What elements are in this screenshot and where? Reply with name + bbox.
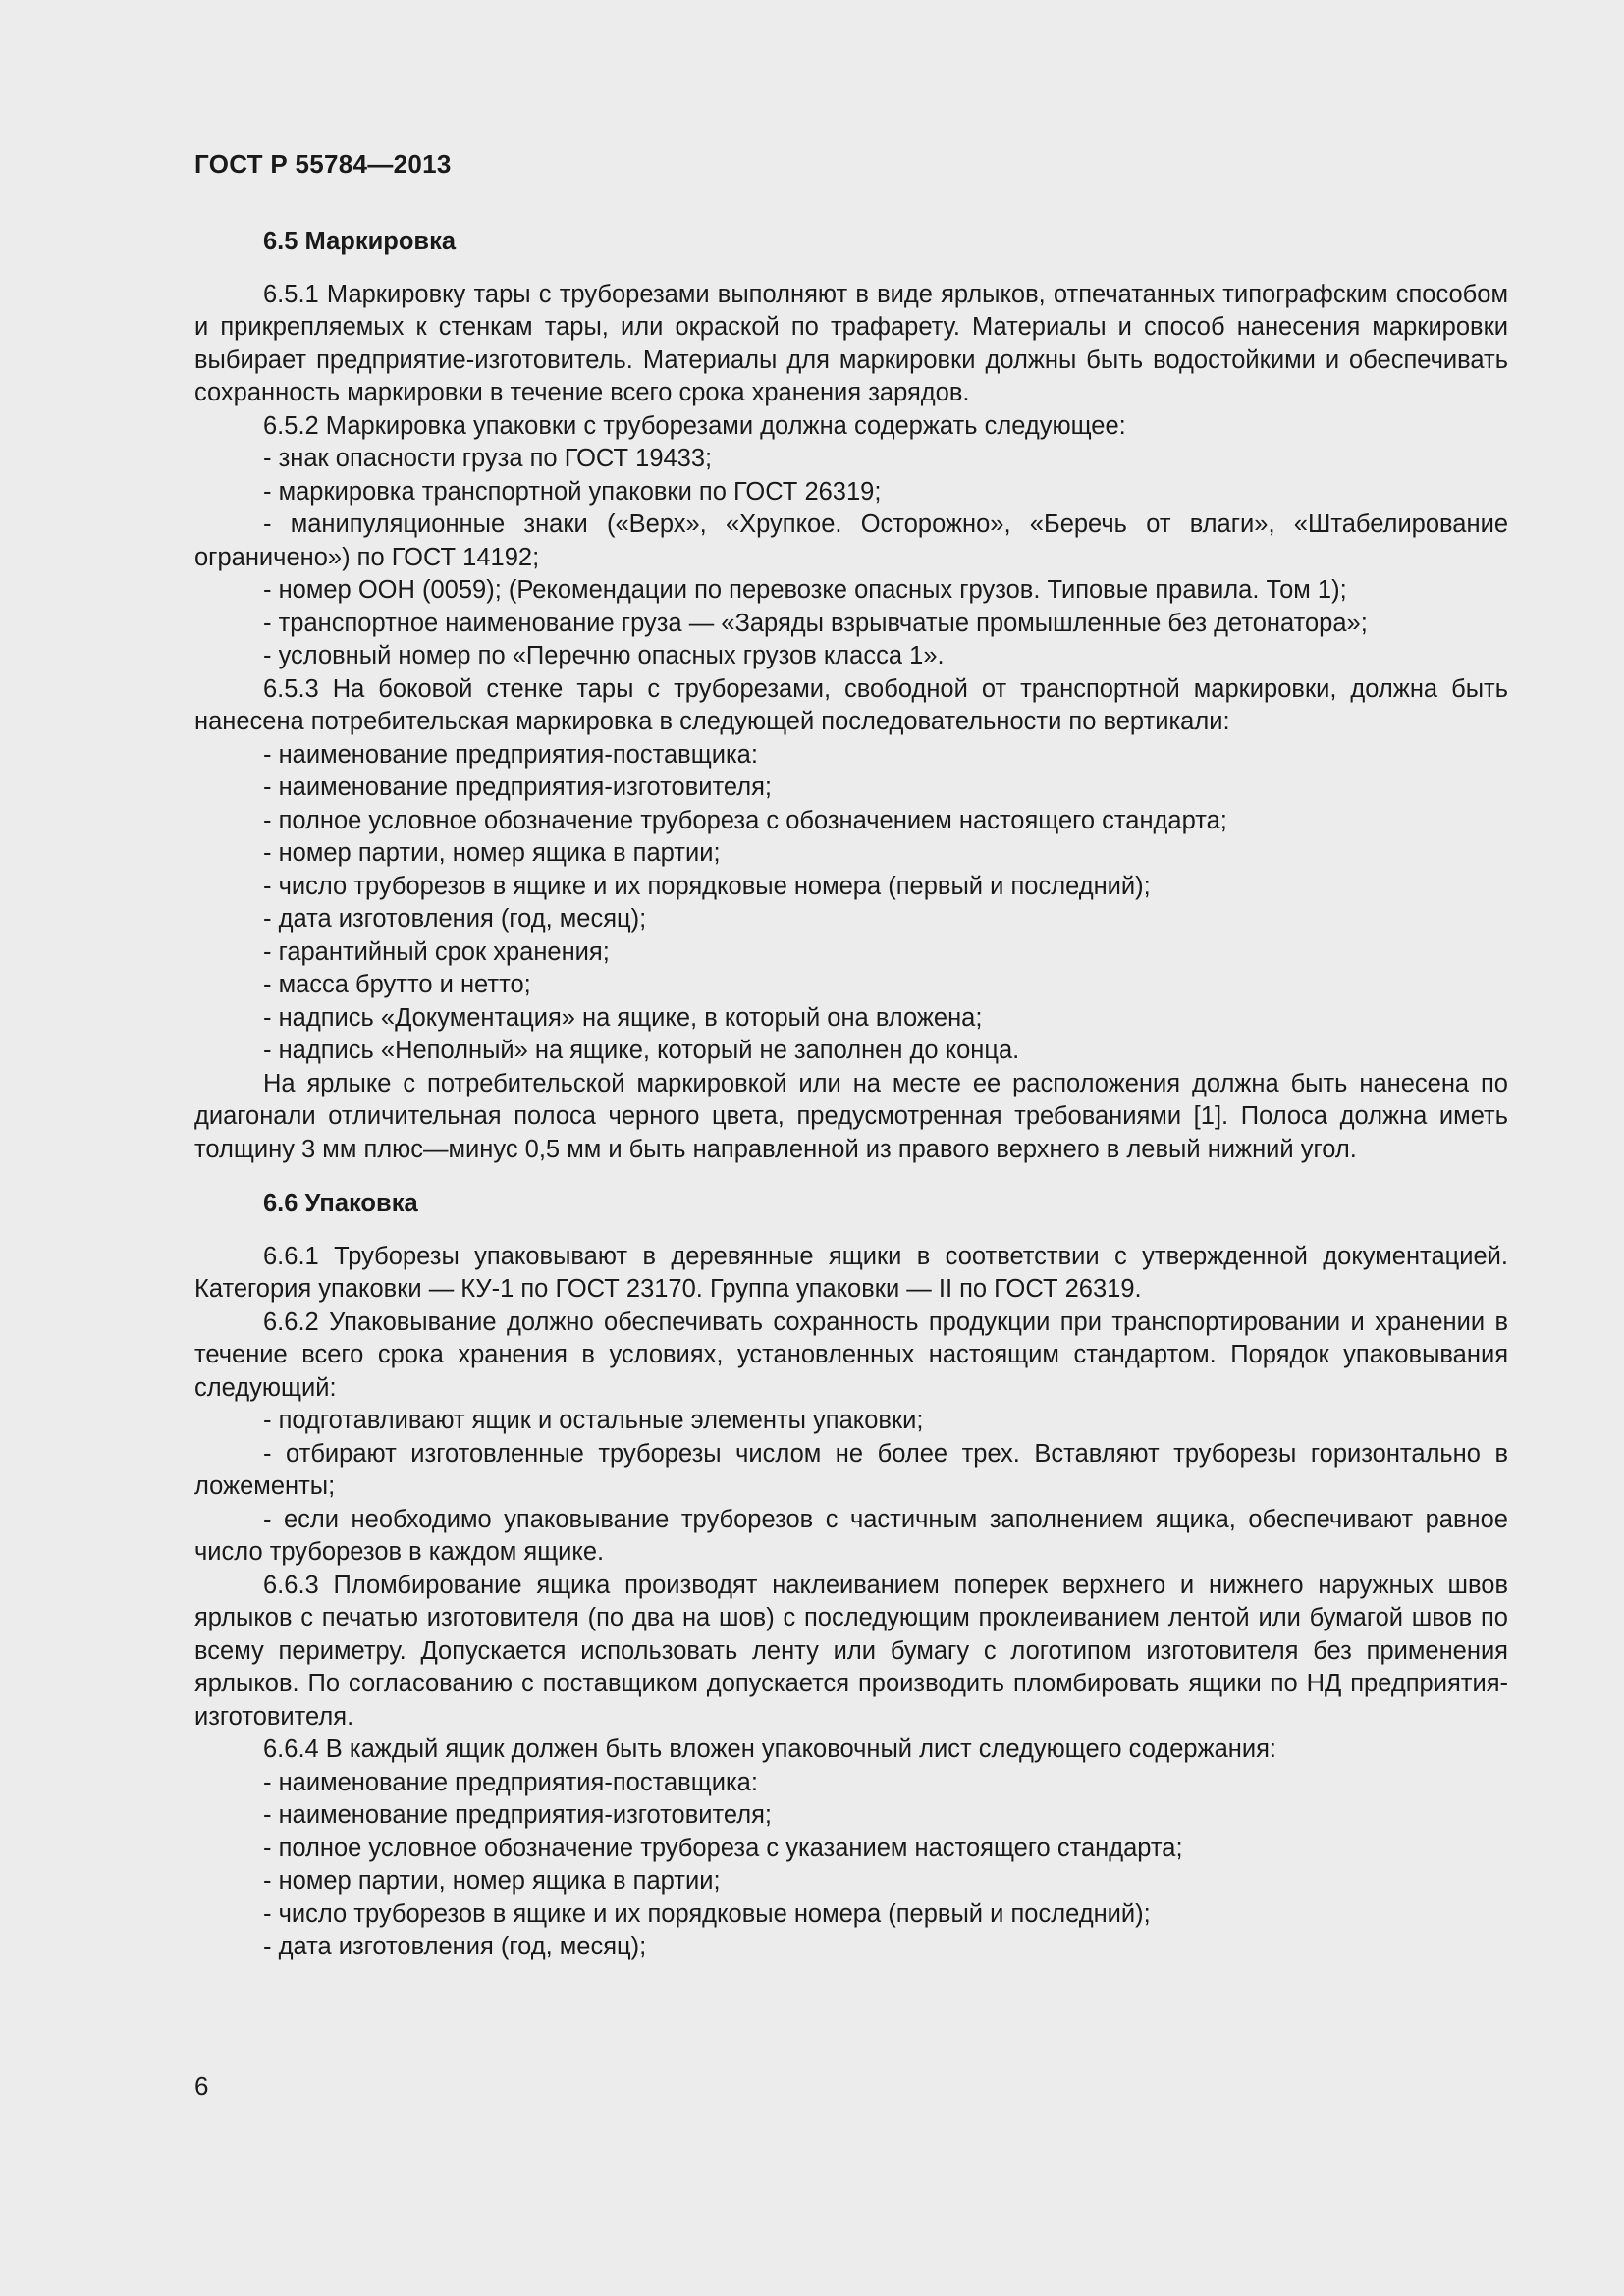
list-item: - отбирают изготовленные труборезы числом не более трех. Вставляют труборезы горизонтально в ложементы; bbox=[194, 1439, 1508, 1500]
list-item: - дата изготовления (год, месяц); bbox=[263, 1933, 647, 1960]
list-item: - наименование предприятия-изготовителя; bbox=[263, 774, 773, 801]
document-header: ГОСТ Р 55784—2013 bbox=[194, 149, 452, 179]
paragraph: 6.6.4 В каждый ящик должен быть вложен упаковочный лист следующего содержания: bbox=[263, 1735, 1277, 1763]
list-item: - манипуляционные знаки («Верх», «Хрупкое. Осторожно», «Беречь от влаги», «Штабелирование ограничено») по ГОСТ 14192; bbox=[194, 510, 1508, 571]
section-6-6-body bbox=[194, 1241, 1508, 1964]
list-item: - номер ООН (0059); (Рекомендации по перевозке опасных грузов. Типовые правила. Том 1); bbox=[263, 576, 1347, 604]
list-item: - гарантийный срок хранения; bbox=[263, 937, 610, 966]
list-item: - наименование предприятия-поставщика: bbox=[263, 1768, 758, 1796]
list-item: - полное условное обозначение трубореза с обозначением настоящего стандарта; bbox=[263, 806, 1227, 834]
section-6-5-body bbox=[194, 279, 1508, 1167]
page-number: 6 bbox=[194, 2071, 209, 2101]
paragraph: 6.5.2 Маркировка упаковки с труборезами должна содержать следующее: bbox=[263, 411, 1126, 440]
paragraph: 6.6.1 Труборезы упаковывают в деревянные ящики в соответствии с утвержденной документацией. Категория упаковки — КУ-1 по ГОСТ 23170. Группа упаковки — II по ГОСТ 26319. bbox=[194, 1242, 1508, 1303]
list-item: - маркировка транспортной упаковки по ГОСТ 26319; bbox=[263, 477, 882, 506]
list-item: - надпись «Документация» на ящике, в который она вложена; bbox=[263, 1003, 983, 1032]
list-item: - дата изготовления (год, месяц); bbox=[263, 905, 647, 933]
paragraph: 6.6.2 Упаковывание должно обеспечивать сохранность продукции при транспортировании и хранении в течение всего срока хранения в условиях, установленных настоящим стандартом. Порядок упаковывания следующий: bbox=[194, 1308, 1508, 1402]
list-item: - наименование предприятия-поставщика: bbox=[263, 740, 758, 769]
section-6-6-title: 6.6 Упаковка bbox=[263, 1190, 418, 1217]
document-body bbox=[194, 226, 1508, 1964]
paragraph: 6.5.1 Маркировку тары с труборезами выполняют в виде ярлыков, отпечатанных типографским способом и прикрепляемых к стенкам тары, или окраской по трафарету. Материалы и способ нанесения маркировки выбирает предприятие-изготовитель. Материалы для маркировки должны быть водостойкими и обеспечивать сохранность маркировки в течение всего срока хранения зарядов. bbox=[194, 280, 1508, 406]
paragraph: 6.6.3 Пломбирование ящика производят наклеиванием поперек верхнего и нижнего наружных швов ярлыков с печатью изготовителя (по два на шов) с последующим проклеиванием лентой или бумагой швов по всему периметру. Допускается использовать ленту или бумагу с логотипом изготовителя без применения ярлыков. По согласованию с поставщиком допускается производить пломбировать ящики по НД предприятия-изготовителя. bbox=[194, 1571, 1508, 1731]
list-item: - подготавливают ящик и остальные элементы упаковки; bbox=[263, 1407, 924, 1434]
list-item: - номер партии, номер ящика в партии; bbox=[263, 839, 721, 867]
list-item: - условный номер по «Перечню опасных грузов класса 1». bbox=[263, 642, 945, 669]
list-item: - надпись «Неполный» на ящике, который не заполнен до конца. bbox=[263, 1037, 1020, 1064]
list-item: - если необходимо упаковывание труборезов с частичным заполнением ящика, обеспечивают равное число труборезов в каждом ящике. bbox=[194, 1505, 1508, 1566]
list-item: - наименование предприятия-изготовителя; bbox=[263, 1801, 773, 1829]
list-item: - транспортное наименование груза — «Заряды взрывчатые промышленные без детонатора»; bbox=[263, 609, 1368, 637]
list-item: - масса брутто и нетто; bbox=[263, 971, 531, 998]
section-6-5-title: 6.5 Маркировка bbox=[263, 228, 457, 255]
list-item: - знак опасности груза по ГОСТ 19433; bbox=[263, 445, 713, 472]
list-item: - число труборезов в ящике и их порядковые номера (первый и последний); bbox=[263, 872, 1151, 900]
list-item: - номер партии, номер ящика в партии; bbox=[263, 1867, 721, 1895]
paragraph: На ярлыке с потребительской маркировкой или на месте ее расположения должна быть нанесена по диагонали отличительная полоса черного цвета, предусмотренная требованиями [1]. Полоса должна иметь толщину 3 мм плюс—минус 0,5 мм и быть направленной из правого верхнего в левый нижний угол. bbox=[194, 1069, 1508, 1163]
list-item: - число труборезов в ящике и их порядковые номера (первый и последний); bbox=[263, 1899, 1151, 1928]
list-item: - полное условное обозначение трубореза с указанием настоящего стандарта; bbox=[263, 1834, 1183, 1862]
paragraph: 6.5.3 На боковой стенке тары с труборезами, свободной от транспортной маркировки, должна быть нанесена потребительская маркировка в следующей последовательности по вертикали: bbox=[194, 674, 1508, 735]
